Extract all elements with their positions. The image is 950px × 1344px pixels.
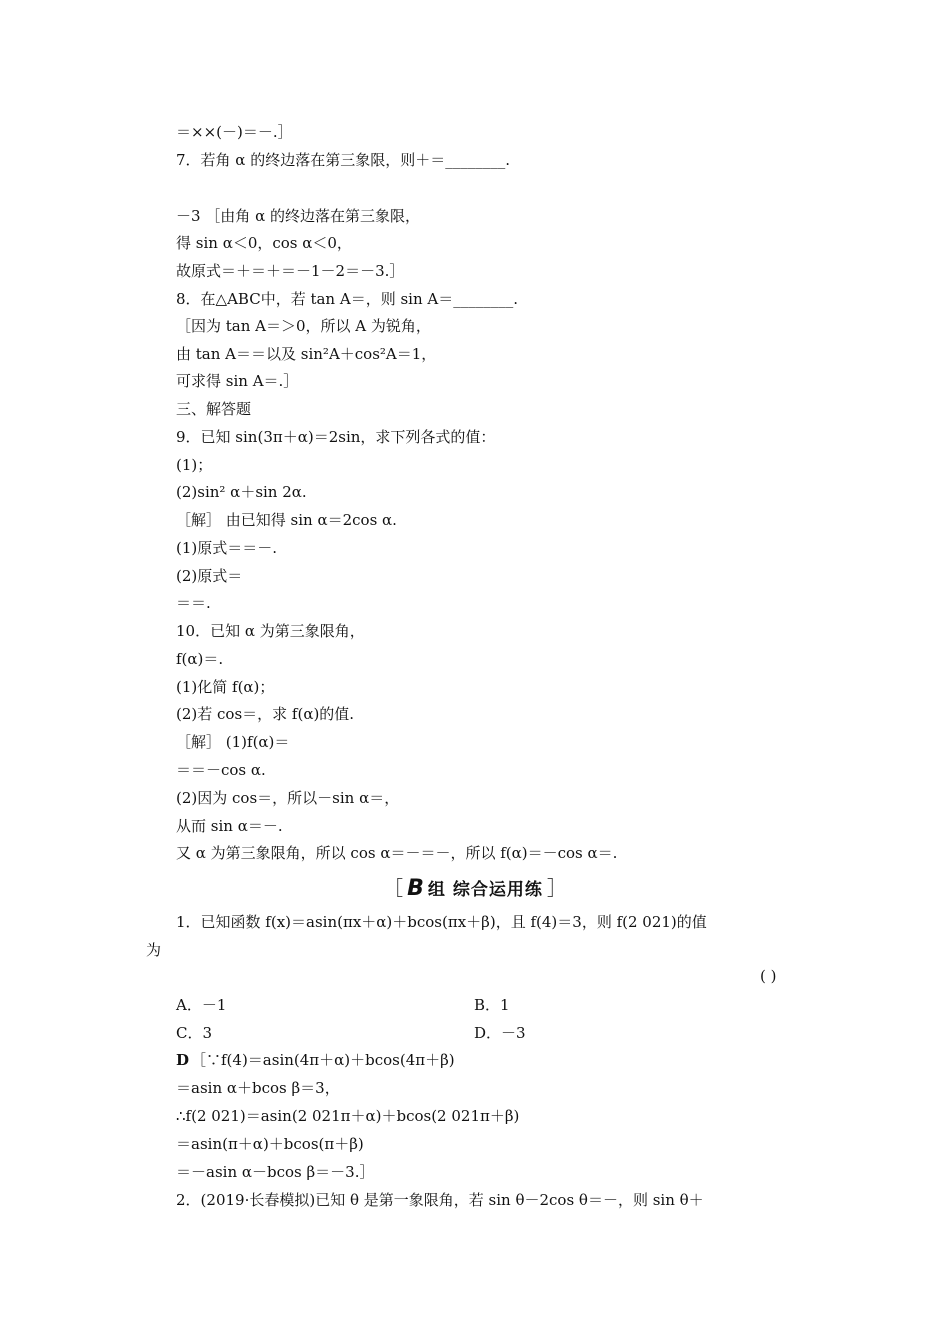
- text-line: (1)化简 f(α)；: [176, 678, 275, 696]
- text-line: (2)因为 cos＝，所以－sin α＝，: [176, 789, 400, 807]
- section-letter: B: [407, 876, 424, 901]
- text-line: ＝××(－)＝－.］: [176, 123, 293, 141]
- question-b2: 2．(2019·长春模拟)已知 θ 是第一象限角，若 sin θ－2cos θ＝－，则 sin θ＋: [176, 1191, 704, 1209]
- text-line: ＝asin(π＋α)＋bcos(π＋β): [176, 1135, 364, 1153]
- option-b: B．1: [474, 996, 510, 1014]
- question-7: 7．若角 α 的终边落在第三象限，则＋＝________.: [176, 151, 510, 169]
- option-a: A．－1: [176, 996, 227, 1014]
- bracket-close: ］: [546, 876, 567, 900]
- option-c: C．3: [176, 1024, 213, 1042]
- question-8: 8．在△ABC中，若 tan A＝，则 sin A＝________.: [176, 290, 518, 308]
- solution-10: ［解］ (1)f(α)＝: [176, 733, 290, 751]
- question-10: 10．已知 α 为第三象限角，: [176, 622, 365, 640]
- bracket-open: ［: [383, 876, 404, 900]
- text-line: 得 sin α＜0，cos α＜0，: [176, 234, 352, 252]
- solution-b1: ［∵f(4)＝asin(4π＋α)＋bcos(4π＋β): [191, 1051, 455, 1069]
- text-line: (1)原式＝＝－.: [176, 539, 278, 557]
- text-line: f(α)＝.: [176, 650, 224, 668]
- text-line: 故原式＝＋＝＋＝－1－2＝－3.］: [176, 262, 405, 280]
- section-heading: 三、解答题: [176, 400, 252, 418]
- answer-letter: D: [176, 1051, 190, 1069]
- answer-blank: ( ): [760, 967, 777, 985]
- answer-8: ［因为 tan A＝＞0，所以 A 为锐角，: [176, 317, 431, 335]
- text-line: (2)若 cos＝，求 f(α)的值.: [176, 705, 355, 723]
- question-9: 9．已知 sin(3π＋α)＝2sin，求下列各式的值：: [176, 428, 496, 446]
- text-line: ＝＝－cos α.: [176, 761, 266, 779]
- text-line: ＝asin α＋bcos β＝3，: [176, 1079, 340, 1097]
- text-line: (1)；: [176, 456, 213, 474]
- solution-9: ［解］ 由已知得 sin α＝2cos α.: [176, 511, 397, 529]
- text-line: 从而 sin α＝－.: [176, 817, 283, 835]
- text-line: ∴f(2 021)＝asin(2 021π＋α)＋bcos(2 021π＋β): [176, 1107, 520, 1125]
- text-line: (2)sin² α＋sin 2α.: [176, 483, 307, 501]
- section-title: 组 综合运用练: [427, 880, 543, 900]
- answer-7: －3 ［由角 α 的终边落在第三象限，: [176, 207, 420, 225]
- option-d: D．－3: [474, 1024, 526, 1042]
- question-b1: 1．已知函数 f(x)＝asin(πx＋α)＋bcos(πx＋β)，且 f(4)＝3，则 f(2 021)的值: [176, 913, 707, 931]
- text-line: ＝－asin α－bcos β＝－3.］: [176, 1163, 375, 1181]
- text-line: 为: [146, 941, 162, 959]
- text-line: 可求得 sin A＝.］: [176, 372, 299, 390]
- text-line: (2)原式＝: [176, 567, 243, 585]
- section-b-header: [0, 876, 950, 902]
- text-line: 又 α 为第三象限角，所以 cos α＝－＝－，所以 f(α)＝－cos α＝.: [176, 844, 618, 862]
- text-line: 由 tan A＝＝以及 sin²A＋cos²A＝1，: [176, 345, 437, 363]
- text-line: ＝＝.: [176, 594, 211, 612]
